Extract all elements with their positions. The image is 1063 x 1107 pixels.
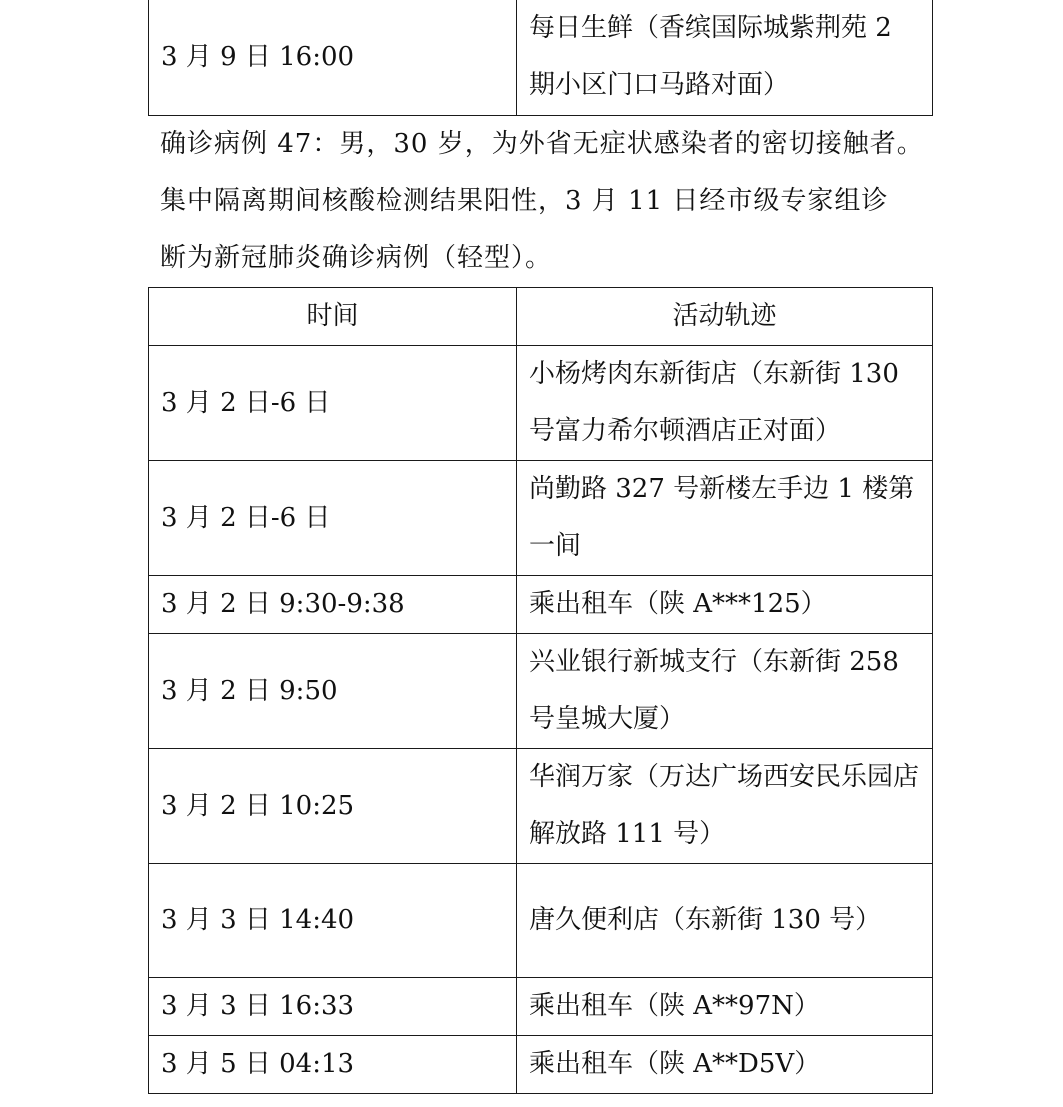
case-description-line: 确诊病例 47：男，30 岁，为外省无症状感染者的密切接触者。 — [160, 129, 924, 159]
table-row — [149, 749, 933, 864]
case-description — [160, 116, 940, 287]
activity-cell: 兴业银行新城支行（东新街 258 号皇城大厦） — [517, 634, 933, 749]
activity-cell: 小杨烤肉东新街店（东新街 130 号富力希尔顿酒店正对面） — [517, 346, 933, 461]
activity-cell: 乘出租车（陕 A**97N） — [517, 978, 933, 1036]
table-row — [149, 0, 933, 115]
activity-cell: 乘出租车（陕 A***125） — [517, 576, 933, 634]
top-itinerary-table — [148, 0, 933, 116]
activity-cell: 每日生鲜（香缤国际城紫荆苑 2 期小区门口马路对面） — [517, 0, 933, 115]
itinerary-table — [148, 287, 933, 1094]
table-row — [149, 346, 933, 461]
time-cell: 3 月 2 日 9:30-9:38 — [149, 576, 517, 634]
time-cell: 3 月 2 日 10:25 — [149, 749, 517, 864]
time-cell: 3 月 3 日 14:40 — [149, 864, 517, 978]
case-description-line: 断为新冠肺炎确诊病例（轻型）。 — [160, 243, 553, 273]
time-cell: 3 月 5 日 04:13 — [149, 1036, 517, 1094]
table-row — [149, 978, 933, 1036]
table-row — [149, 576, 933, 634]
table-row — [149, 461, 933, 576]
activity-cell: 唐久便利店（东新街 130 号） — [517, 864, 933, 978]
table-row — [149, 864, 933, 978]
time-column-header: 时间 — [149, 288, 517, 346]
activity-column-header: 活动轨迹 — [517, 288, 933, 346]
activity-cell: 尚勤路 327 号新楼左手边 1 楼第一间 — [517, 461, 933, 576]
table-header-row — [149, 288, 933, 346]
time-cell: 3 月 9 日 16:00 — [149, 0, 517, 115]
table-row — [149, 1036, 933, 1094]
time-cell: 3 月 2 日-6 日 — [149, 346, 517, 461]
activity-cell: 乘出租车（陕 A**D5V） — [517, 1036, 933, 1094]
time-cell: 3 月 2 日 9:50 — [149, 634, 517, 749]
case-description-line: 集中隔离期间核酸检测结果阳性，3 月 11 日经市级专家组诊 — [160, 186, 889, 216]
time-cell: 3 月 3 日 16:33 — [149, 978, 517, 1036]
time-cell: 3 月 2 日-6 日 — [149, 461, 517, 576]
table-row — [149, 634, 933, 749]
activity-cell: 华润万家（万达广场西安民乐园店解放路 111 号） — [517, 749, 933, 864]
